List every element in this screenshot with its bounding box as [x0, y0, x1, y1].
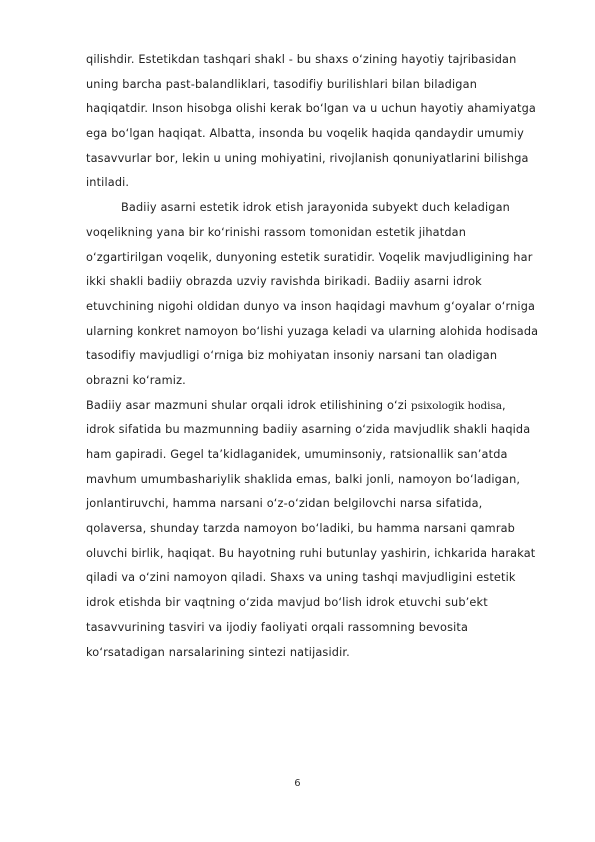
text-line: mavhum umumbashariylik shaklida emas, balki jonli, namoyon bo‘ladigan,	[86, 472, 521, 486]
paragraph-1	[86, 48, 556, 196]
text-line: uning barcha past-balandliklari, tasodifiy burilishlari bilan biladigan	[86, 77, 477, 91]
text-line: intiladi.	[86, 176, 130, 190]
text-line: tasavvurlar bor, lekin u uning mohiyatini, rivojlanish qonuniyatlarini bilishga	[86, 151, 529, 165]
text-line: haqiqatdir. Inson hisobga olishi kerak bo‘lgan va u uchun hayotiy ahamiyatga	[86, 102, 537, 116]
text-line	[86, 394, 556, 419]
paragraph-2	[86, 196, 556, 394]
text-line: idrok etishda bir vaqtning o‘zida mavjud bo‘lish idrok etuvchi sub’ekt	[86, 596, 488, 610]
text-segment: Badiiy asar mazmuni shular orqali idrok etilishining o‘zi	[86, 398, 411, 412]
paragraph-3	[86, 394, 556, 666]
text-segment: ,	[502, 398, 506, 412]
text-line: ikki shakli badiiy obrazda uzviy ravishda birikadi. Badiiy asarni idrok	[86, 275, 482, 289]
text-line: tasavvurining tasviri va ijodiy faoliyati orqali rassomning bevosita	[86, 620, 469, 634]
text-line: idrok sifatida bu mazmunning badiiy asarning o‘zida mavjudlik shakli haqida	[86, 423, 531, 437]
text-line: qilishdir. Estetikdan tashqari shakl - bu shaxs o‘zining hayotiy tajribasidan	[86, 53, 517, 66]
page-number: 6	[294, 778, 301, 789]
text-line: qiladi va o‘zini namoyon qiladi. Shaxs va uning tashqi mavjudligini estetik	[86, 571, 516, 585]
text-line: ega bo‘lgan haqiqat. Albatta, insonda bu voqelik haqida qandaydir umumiy	[86, 127, 524, 141]
body-text	[86, 48, 556, 665]
text-line: jonlantiruvchi, hamma narsani o‘z-o‘zidan belgilovchi narsa sifatida,	[86, 497, 483, 511]
text-line: voqelikning yana bir ko‘rinishi rassom tomonidan estetik jihatdan	[86, 225, 467, 239]
text-line: ko‘rsatadigan narsalarining sintezi natijasidir.	[86, 645, 350, 659]
text-line: obrazni ko‘ramiz.	[86, 373, 186, 387]
highlighted-term: psixologik hodisa	[410, 399, 503, 412]
text-line: o‘zgartirilgan voqelik, dunyoning estetik suratidir. Voqelik mavjudligining har	[86, 250, 533, 264]
text-line: qolaversa, shunday tarzda namoyon bo‘ladiki, bu hamma narsani qamrab	[86, 522, 516, 536]
text-line: oluvchi birlik, haqiqat. Bu hayotning ruhi butunlay yashirin, ichkarida harakat	[86, 546, 536, 560]
text-line: ularning konkret namoyon bo‘lishi yuzaga keladi va ularning alohida hodisada	[86, 324, 539, 338]
text-line: ham gapiradi. Gegel ta’kidlaganidek, umuminsoniy, ratsionallik san’atda	[86, 448, 508, 461]
text-line: tasodifiy mavjudligi o‘rniga biz mohiyatan insoniy narsani tan oladigan	[86, 349, 498, 363]
text-line: Badiiy asarni estetik idrok etish jarayonida subyekt duch keladigan	[121, 201, 510, 215]
text-line: etuvchining nigohi oldidan dunyo va inson haqidagi mavhum g‘oyalar o‘rniga	[86, 299, 536, 313]
